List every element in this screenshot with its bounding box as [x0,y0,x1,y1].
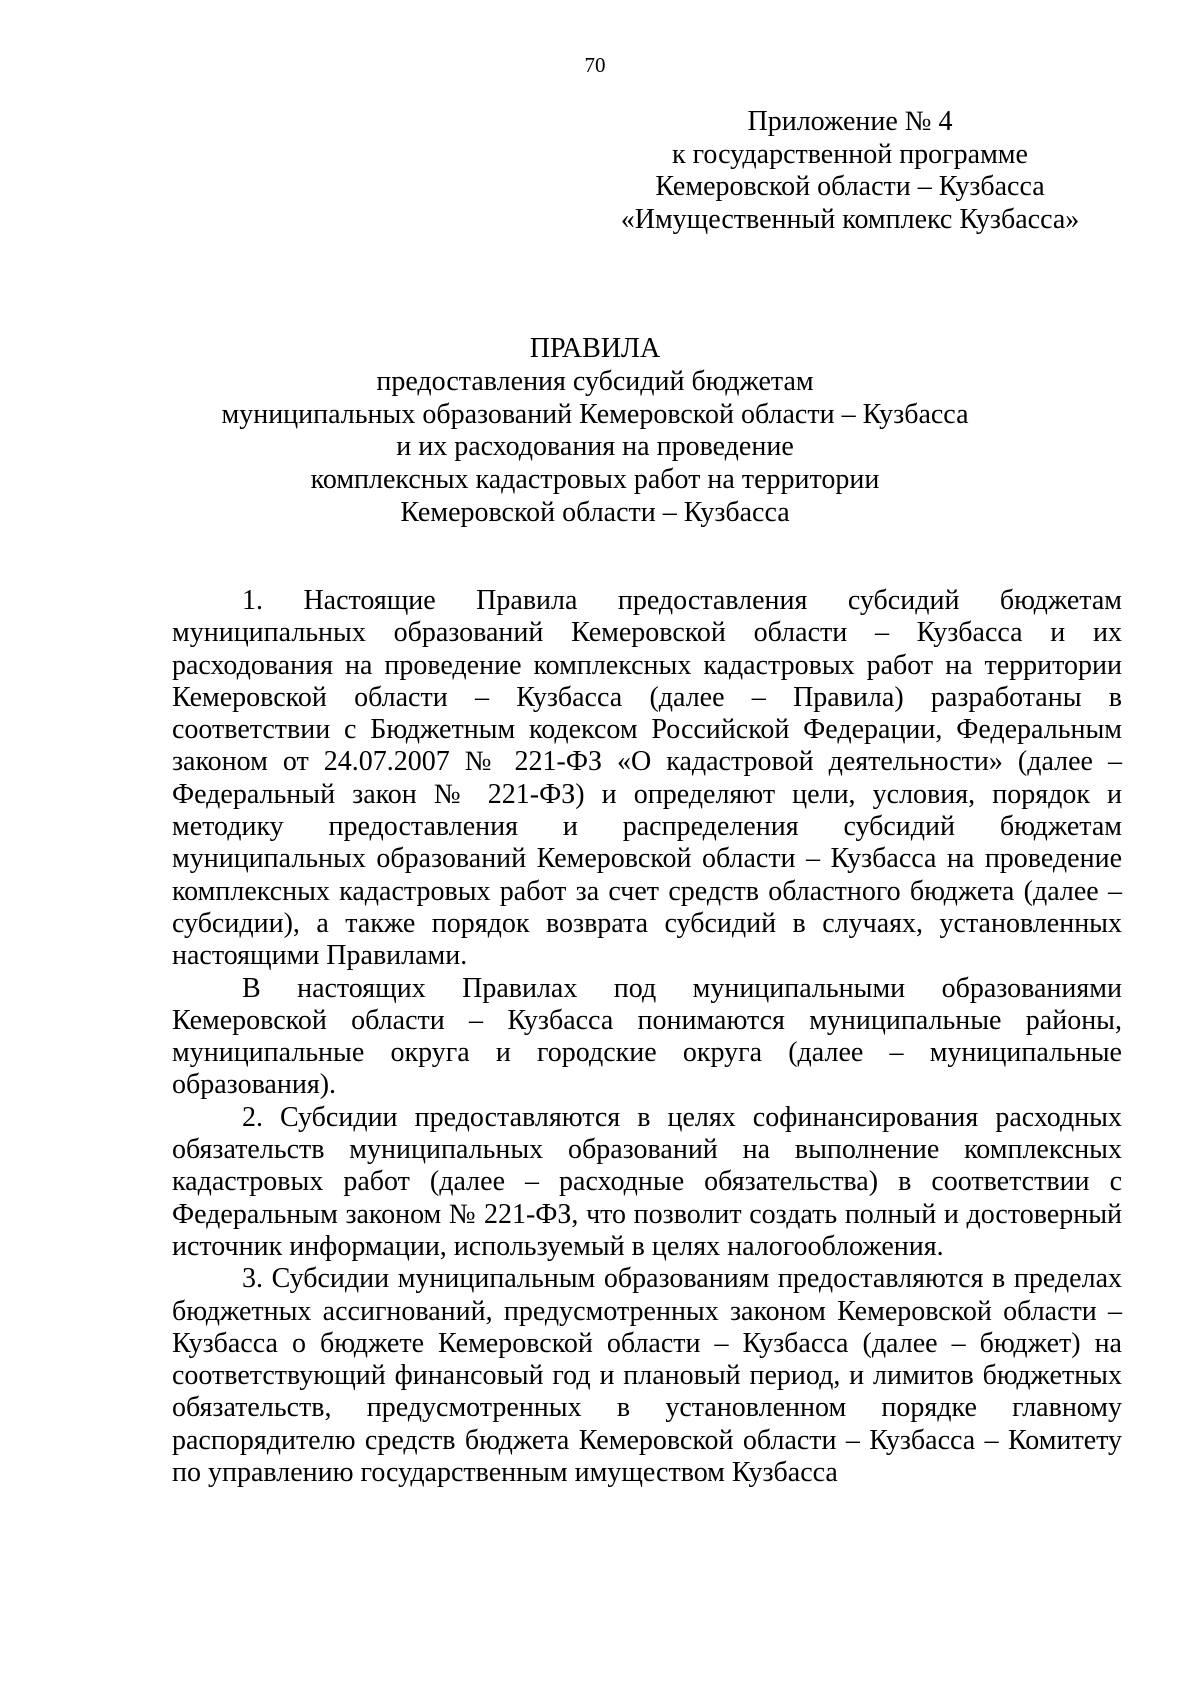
title-line: комплексных кадастровых работ на территории [310,464,880,496]
document-body [172,585,1122,1489]
appendix-reference [620,106,1080,236]
title-line: муниципальных образований Кемеровской области – Кузбасса [221,398,969,430]
paragraph-3: 3. Субсидии муниципальным образованиям предоставляются в пределах бюджетных ассигнований, предусмотренных законом Кемеровской области – Кузбасса о бюджете Кемеровской области – Кузбасса (далее – бюджет) на соответствующий финансовый год и плановый период, и лимитов бюджетных обязательств, предусмотренных в установленном порядке главному распорядителю средств бюджета Кемеровской области – Кузбасса – Комитету по управлению государственным имуществом Кузбасса [172,1263,1122,1489]
appendix-line: к государственной программе [672,138,1028,170]
paragraph-1: 1. Настоящие Правила предоставления субсидий бюджетам муниципальных образований Кемеровской области – Кузбасса и их расходования на проведение комплексных кадастровых работ на территории Кемеровской области – Кузбасса (далее – Правила) разработаны в соответствии с Бюджетным кодексом Российской Федерации, Федеральным законом от 24.07.2007 № 221-ФЗ «О кадастровой деятельности» (далее – Федеральный закон № 221-ФЗ) и определяют цели, условия, порядок и методику предоставления и распределения субсидий бюджетам муниципальных образований Кемеровской области – Кузбасса на проведение комплексных кадастровых работ за счет средств областного бюджета (далее – субсидии), а также порядок возврата субсидий в случаях, установленных настоящими Правилами. [172,585,1122,972]
paragraph-definition: В настоящих Правилах под муниципальными образованиями Кемеровской области – Кузбасса понимаются муниципальные районы, муниципальные округа и городские округа (далее – муниципальные образования). [172,972,1122,1101]
appendix-line: Кемеровской области – Кузбасса [655,171,1045,202]
title-line: и их расходования на проведение [396,431,794,463]
title-line: предоставления субсидий бюджетам [376,365,814,397]
paragraph-2: 2. Субсидии предоставляются в целях софинансирования расходных обязательств муниципальных образований на выполнение комплексных кадастровых работ (далее – расходные обязательства) в соответствии с Федеральным законом № 221-ФЗ, что позволит создать полный и достоверный источник информации, используемый в целях налогообложения. [172,1101,1122,1262]
page-number: 70 [584,53,606,77]
appendix-line: Приложение № 4 [747,106,953,137]
title-line: Кемеровской области – Кузбасса [400,496,790,528]
appendix-line: «Имущественный комплекс Кузбасса» [620,203,1080,235]
title-heading: ПРАВИЛА [529,333,661,364]
document-title [0,333,1190,530]
